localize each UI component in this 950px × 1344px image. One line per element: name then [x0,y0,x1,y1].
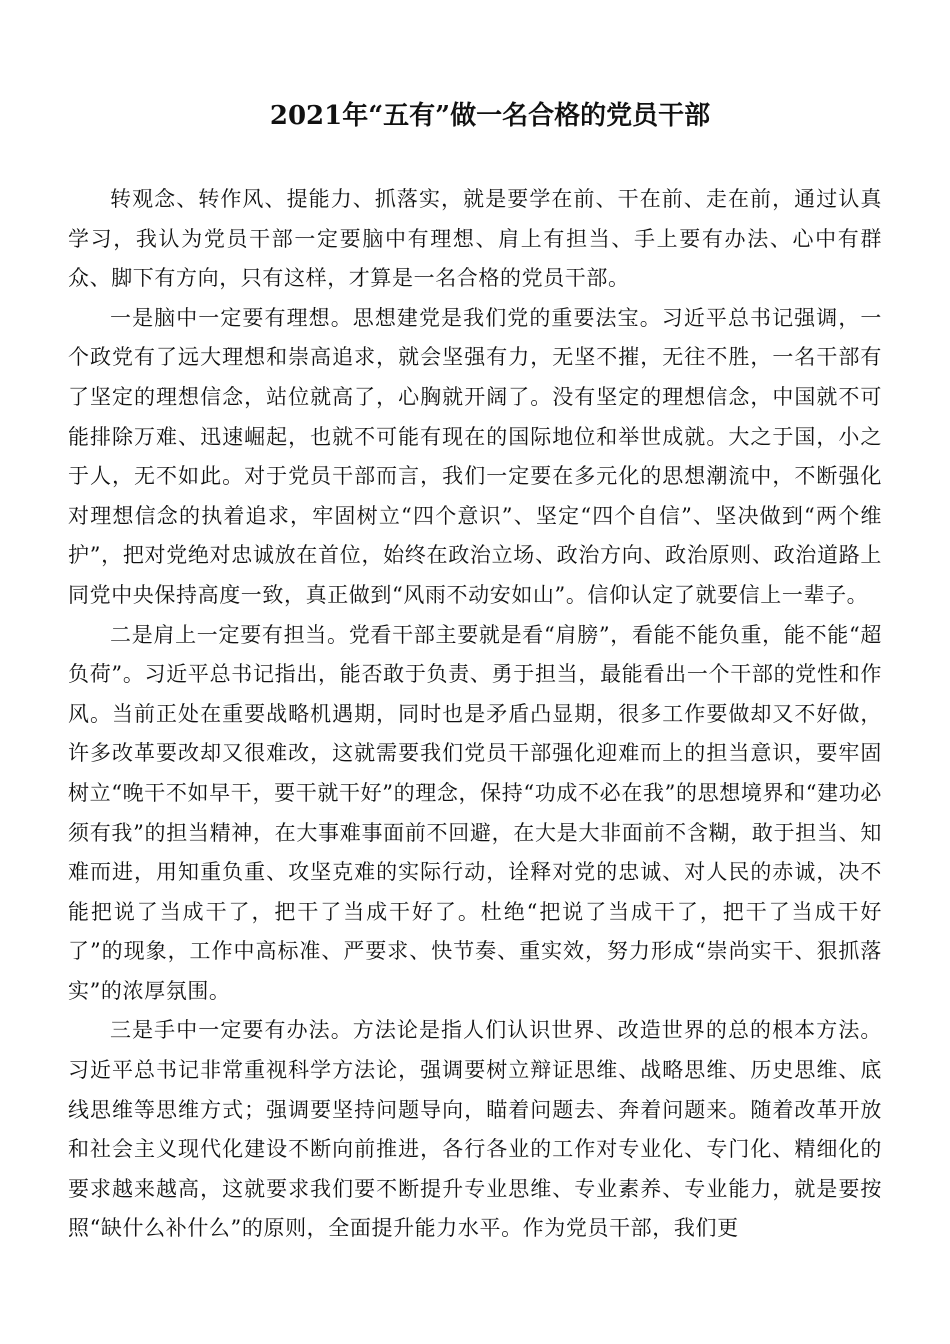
document-body [68,180,882,1249]
document-title: 2021年“五有”做一名合格的党员干部 [269,101,711,131]
paragraph-ideals: 一是脑中一定要有理想。思想建党是我们党的重要法宝。习近平总书记强调，一个政党有了远大理想和崇高追求，就会坚强有力，无坚不摧，无往不胜，一名干部有了坚定的理想信念，站位就高了，心胸就开阔了。没有坚定的理想信念，中国就不可能排除万难、迅速崛起，也就不可能有现在的国际地位和举世成就。大之于国，小之于人，无不如此。对于党员干部而言，我们一定要在多元化的思想潮流中，不断强化对理想信念的执着追求，牢固树立“四个意识”、坚定“四个自信”、坚决做到“两个维护”，把对党绝对忠诚放在首位，始终在政治立场、政治方向、政治原则、政治道路上同党中央保持高度一致，真正做到“风雨不动安如山”。信仰认定了就要信上一辈子。 [68,305,882,607]
paragraph-intro: 转观念、转作风、提能力、抓落实，就是要学在前、干在前、走在前，通过认真学习，我认为党员干部一定要脑中有理想、肩上有担当、手上要有办法、心中有群众、脚下有方向，只有这样，才算是一名合格的党员干部。 [68,187,882,291]
paragraph-methods: 三是手中一定要有办法。方法论是指人们认识世界、改造世界的总的根本方法。习近平总书记非常重视科学方法论，强调要树立辩证思维、战略思维、历史思维、底线思维等思维方式；强调要坚持问题导向，瞄着问题去、奔着问题来。随着改革开放和社会主义现代化建设不断向前推进，各行各业的工作对专业化、专门化、精细化的要求越来越高，这就要求我们要不断提升专业思维、专业素养、专业能力，就是要按照“缺什么补什么”的原则，全面提升能力水平。作为党员干部，我们更 [68,1018,882,1241]
paragraph-responsibility: 二是肩上一定要有担当。党看干部主要就是看“肩膀”，看能不能负重，能不能“超负荷”。习近平总书记指出，能否敢于负责、勇于担当，最能看出一个干部的党性和作风。当前正处在重要战略机遇期，同时也是矛盾凸显期，很多工作要做却又不好做，许多改革要改却又很难改，这就需要我们党员干部强化迎难而上的担当意识，要牢固树立“晚干不如早干，要干就干好”的理念，保持“功成不必在我”的思想境界和“建功必须有我”的担当精神，在大事难事面前不回避，在大是大非面前不含糊，敢于担当、知难而进，用知重负重、攻坚克难的实际行动，诠释对党的忠诚、对人民的赤诚，决不能把说了当成干了，把干了当成干好了。杜绝“把说了当成干了，把干了当成干好了”的现象，工作中高标准、严要求、快节奏、重实效，努力形成“崇尚实干、狠抓落实”的浓厚氛围。 [68,622,882,1003]
